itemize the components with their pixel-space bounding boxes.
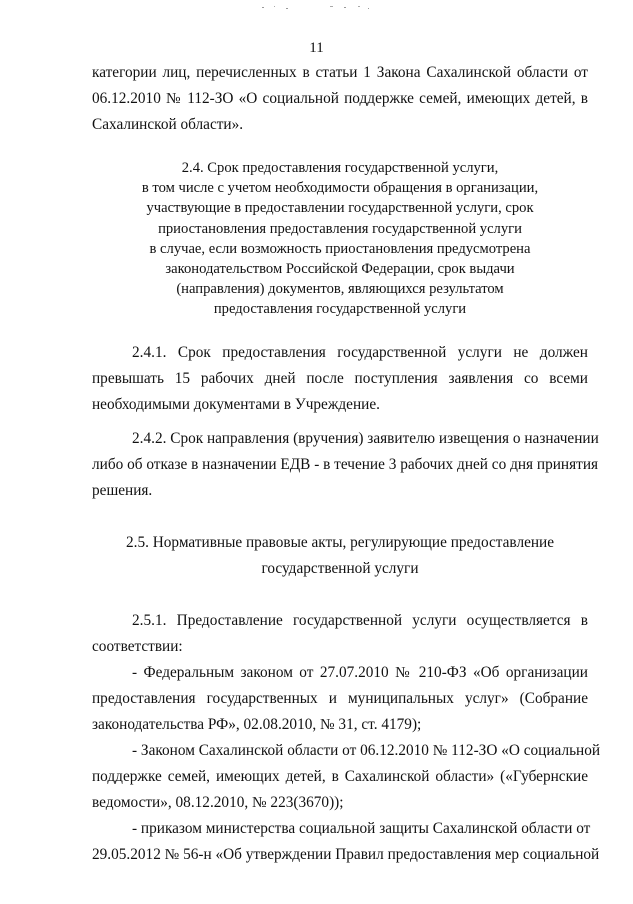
text-line: необходимыми документами в Учреждение. [92,395,380,413]
heading-line: 2.4. Срок предоставления государственной услуги, [181,160,499,176]
text-line: ведомости», 08.12.2010, № 223(3670)); [92,793,344,811]
text-line: законодательства РФ», 02.08.2010, № 31, ст. 4179); [92,715,422,733]
text-line: решения. [92,481,153,499]
text-line: либо об отказе в назначении ЕДВ - в течение 3 рабочих дней со дня принятия [92,455,599,473]
heading-line: в случае, если возможность приостановления предусмотрена [149,240,531,257]
text-line: 2.5.1. Предоставление государственной услуги осуществляется в [132,611,588,629]
heading-line: законодательством Российской Федерации, срок выдачи [165,260,515,277]
heading-line: участвующие в предоставлении государственной услуги, срок [146,200,534,217]
text-line: соответствии: [92,637,183,655]
document-body [92,60,601,868]
text-line: 06.12.2010 № 112-ЗО «О социальной поддержке семей, имеющих детей, в [92,90,588,107]
page-number: 11 [309,40,324,56]
text-line: предоставления государственных и муниципальных услуг» (Собрание [92,689,588,707]
heading-line: (направления) документов, являющихся результатом [176,281,504,298]
heading-line: в том числе с учетом необходимости обращения в организации, [141,180,539,197]
heading-line: приостановления предоставления государственной услуги [158,220,522,237]
heading-line: предоставления государственной услуги [213,301,467,318]
paragraph-2-5-1 [92,608,588,660]
list-item-federal-law [92,660,588,738]
text-line: превышать 15 рабочих дней после поступления заявления со всеми [92,369,588,387]
section-2-4-heading [92,158,588,320]
scan-noise-marks [260,4,380,10]
section-2-5-heading [92,530,588,582]
text-line: 29.05.2012 № 56-н «Об утверждении Правил предоставления мер социальной [92,845,600,863]
intro-paragraph [92,60,588,138]
text-line: поддержке семей, имеющих детей, в Сахалинской области» («Губернские [92,767,588,785]
paragraph-2-4-2 [92,426,599,504]
text-line: Сахалинской области». [92,116,244,133]
list-item-ministry-order [92,816,600,868]
heading-line: 2.5. Нормативные правовые акты, регулирующие предоставление [125,533,555,551]
text-line: 2.4.2. Срок направления (вручения) заявителю извещения о назначении [132,429,599,447]
text-line: категории лиц, перечисленных в статьи 1 Закона Сахалинской области от [92,64,588,81]
heading-line: государственной услуги [261,559,419,577]
list-item-sakhalin-law [92,738,601,816]
text-line: - приказом министерства социальной защиты Сахалинской области от [132,819,591,837]
text-line: - Федеральным законом от 27.07.2010 № 210-ФЗ «Об организации [132,663,588,681]
text-line: - Законом Сахалинской области от 06.12.2010 № 112-ЗО «О социальной [132,741,601,759]
text-line: 2.4.1. Срок предоставления государственной услуги не должен [132,343,588,361]
paragraph-2-4-1 [92,340,588,418]
